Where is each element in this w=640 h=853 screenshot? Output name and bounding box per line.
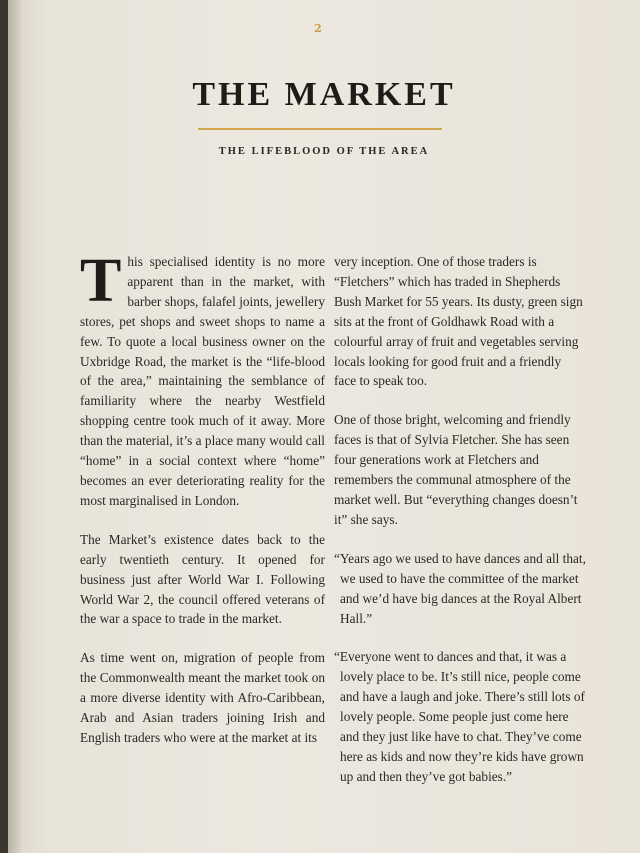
paragraph-text: his specialised identity is no more apparent than in the market, with barber shops, falafel joints, jewellery stores, pet shops and sweet shops to name a few. To quote a local business owner on the Uxbridge Road, the market is the “life-blood of the area,” maintaining the semblance of familiarity where the nearby Westfield shopping centre took much of it away. More than the material, it’s a place many would call “home” in a social context where “home” becomes an ever deteriorating reality for the most marginalised in London. (80, 254, 325, 508)
paragraph: The Market’s existence dates back to the early twentieth century. It opened for business just after World War I. Following World War 2, the council offered veterans of the war a space to trade in the market. (80, 531, 325, 627)
page-gutter-shadow (8, 0, 22, 853)
drop-cap: T (80, 247, 122, 315)
title-divider (198, 128, 442, 130)
paragraph: One of those bright, welcoming and friendly faces is that of Sylvia Fletcher. She has seen four generations work at Fletchers and remembers the communal atmosphere of the market well. But “everything changes doesn’t it” she says. (334, 412, 578, 527)
paragraph (80, 247, 325, 511)
article-subtitle: THE LIFEBLOOD OF THE AREA (218, 146, 430, 157)
quote-paragraph: “Everyone went to dances and that, it was a lovely place to be. It’s still nice, people come and have a laugh and joke. There’s still lots of lovely people. Some people just come here and they just like have to chat. They’ve come here as kids and now they’re kids have grown up and then they’ve got babies.” (334, 649, 585, 784)
magazine-page (8, 0, 640, 853)
page-number: 2 (314, 22, 322, 35)
left-column (80, 247, 325, 767)
paragraph: very inception. One of those traders is “Fletchers” which has traded in Shepherds Bush Market for 55 years. Its dusty, green sign sits at the front of Goldhawk Road with a colourful array of fruit and vegetables serving locals looking for good fruit and a friendly face to speak too. (334, 254, 583, 389)
right-column (334, 252, 586, 806)
quote-paragraph: “Years ago we used to have dances and all that, we used to have the committee of the market and we’d have big dances at the Royal Albert Hall.” (334, 550, 586, 626)
paragraph: As time went on, migration of people from the Commonwealth meant the market took on a more diverse identity with Afro-Caribbean, Arab and Asian traders joining Irish and English traders who were at the market at its (80, 650, 325, 745)
article-title: THE MARKET (192, 76, 456, 113)
